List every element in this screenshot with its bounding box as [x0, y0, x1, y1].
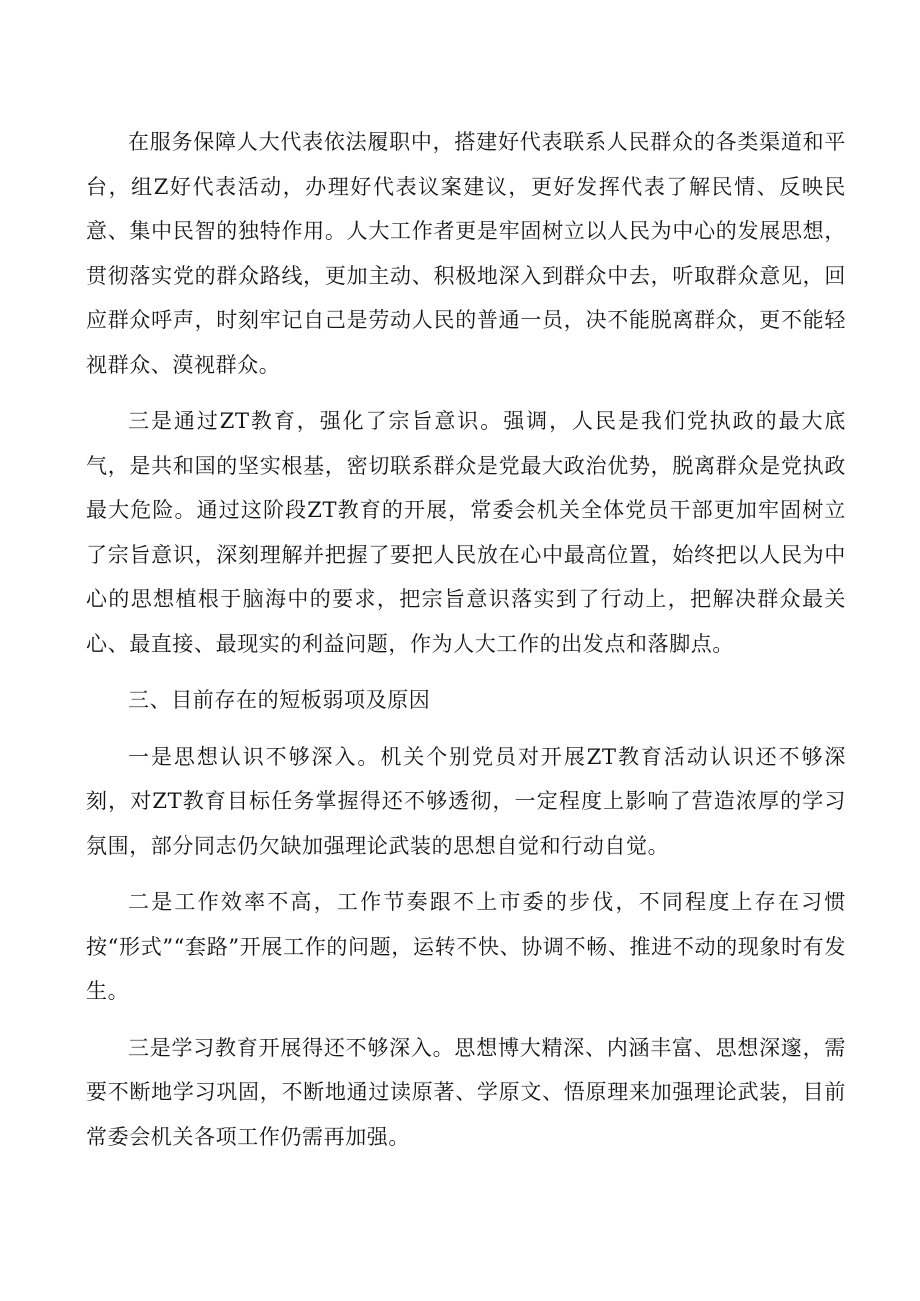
document-body [86, 120, 846, 1171]
paragraph-2: 三是通过ZT教育，强化了宗旨意识。强调，人民是我们党执政的最大底气，是共和国的坚实根基，密切联系群众是党最大政治优势，脱离群众是党执政最大危险。通过这阶段ZT教育的开展，常委会机关全体党员干部更加牢固树立了宗旨意识，深刻理解并把握了要把人民放在心中最高位置，始终把以人民为中心的思想植根于脑海中的要求，把宗旨意识落实到了行动上，把解决群众最关心、最直接、最现实的利益问题，作为人大工作的出发点和落脚点。 [86, 409, 846, 656]
paragraph-4: 二是工作效率不高，工作节奏跟不上市委的步伐，不同程度上存在习惯按“形式”“套路”开展工作的问题，运转不快、协调不畅、推进不动的现象时有发生。 [86, 890, 846, 1003]
section-heading: 三、目前存在的短板弱项及原因 [128, 688, 431, 712]
paragraph-1: 在服务保障人大代表依法履职中，搭建好代表联系人民群众的各类渠道和平台，组Z好代表活动，办理好代表议案建议，更好发挥代表了解民情、反映民意、集中民智的独特作用。人大工作者更是牢固树立以人民为中心的发展思想，贯彻落实党的群众路线，更加主动、积极地深入到群众中去，听取群众意见，回应群众呼声，时刻牢记自己是劳动人民的普通一员，决不能脱离群众，更不能轻视群众、漠视群众。 [86, 130, 846, 377]
paragraph-5: 三是学习教育开展得还不够深入。思想博大精深、内涵丰富、思想深邃，需要不断地学习巩固，不断地通过读原著、学原文、悟原理来加强理论武装，目前常委会机关各项工作仍需再加强。 [86, 1035, 846, 1149]
paragraph-3: 一是思想认识不够深入。机关个别党员对开展ZT教育活动认识还不够深刻，对ZT教育目标任务掌握得还不够透彻，一定程度上影响了营造浓厚的学习氛围，部分同志仍欠缺加强理论武装的思想自觉和行动自觉。 [86, 744, 846, 858]
